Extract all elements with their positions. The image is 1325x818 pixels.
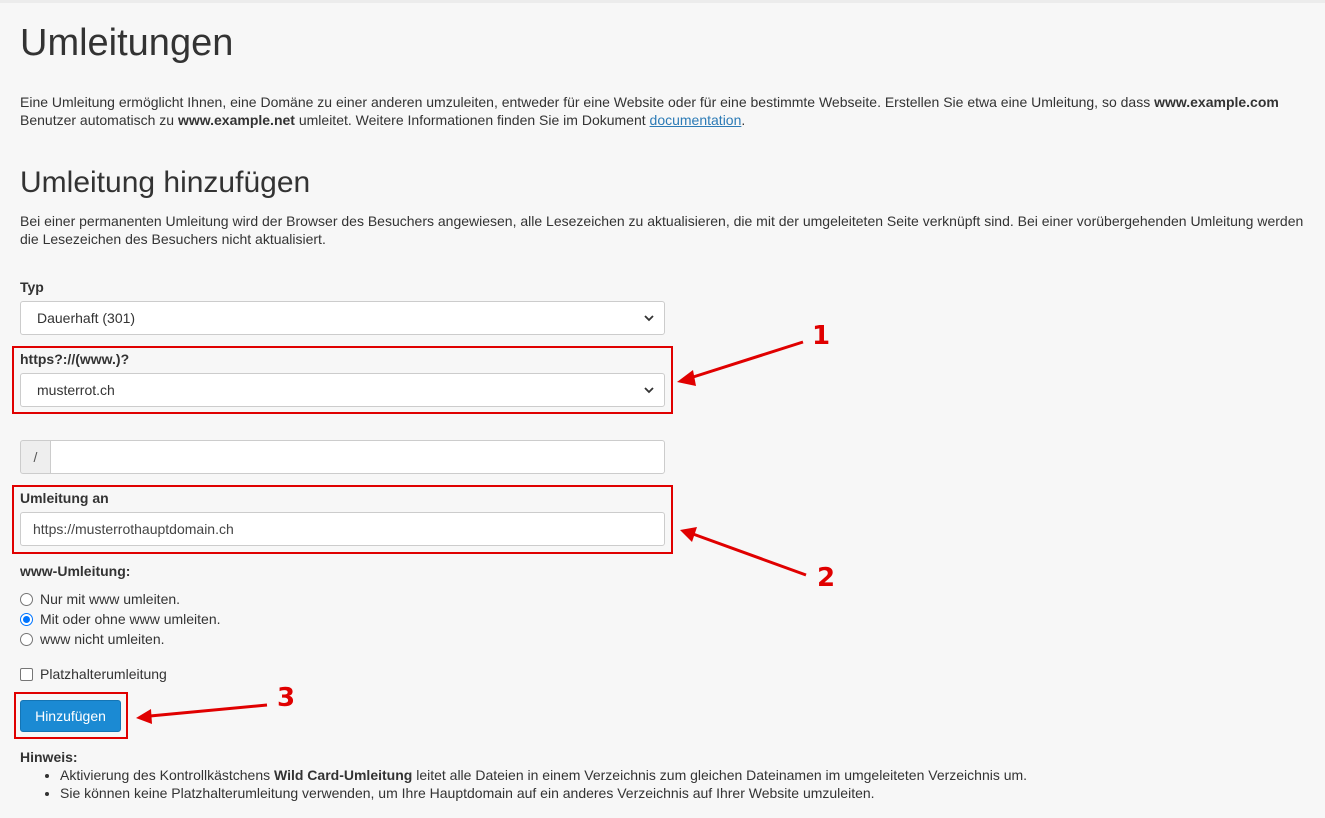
documentation-link[interactable]: documentation [649, 112, 742, 128]
arrow-3-head [136, 709, 152, 724]
radio-label: Nur mit www umleiten. [40, 591, 181, 607]
radio-www-only[interactable] [20, 590, 180, 608]
arrow-1-head [677, 370, 696, 386]
annotation-number-1: 1 [812, 321, 831, 351]
radio-no-www[interactable] [20, 630, 165, 648]
arrow-2-head [680, 527, 697, 542]
intro-part4: . [741, 112, 746, 128]
note-item-1-bold: Wild Card-Umleitung [274, 767, 413, 783]
arrow-2-line [693, 534, 806, 575]
wildcard-checkbox-row[interactable] [20, 665, 167, 683]
radio-label: Mit oder ohne www umleiten. [40, 611, 221, 627]
redirect-url-input[interactable]: https://musterrothauptdomain.ch [20, 512, 665, 546]
radio-button-checked[interactable] [20, 613, 33, 626]
type-select[interactable] [20, 301, 665, 335]
highlight-box-submit [14, 692, 128, 739]
redirect-label: Umleitung an [20, 490, 109, 506]
chevron-down-icon [644, 313, 654, 323]
www-redirect-label: www-Umleitung: [20, 563, 131, 579]
annotation-number-3: 3 [277, 683, 296, 713]
arrow-3-line [150, 705, 267, 716]
wildcard-checkbox[interactable] [20, 668, 33, 681]
path-input[interactable] [50, 440, 665, 474]
type-select-value: Dauerhaft (301) [37, 310, 136, 326]
domain-select-value: musterrot.ch [37, 382, 115, 398]
section-heading: Umleitung hinzufügen [20, 166, 311, 199]
note-item-1 [60, 766, 1300, 784]
radio-with-or-without-www[interactable] [20, 610, 221, 628]
note-item-1-post: leitet alle Dateien in einem Verzeichnis zum gleichen Dateinamen im umgeleiteten Verzeichnis um. [412, 767, 1028, 783]
intro-example-com: www.example.com [1154, 94, 1279, 110]
highlight-box-domain [12, 346, 673, 414]
section-description: Bei einer permanenten Umleitung wird der Browser des Besuchers angewiesen, alle Lesezeichen zu aktualisieren, die mit der umgeleiteten Seite verknüpft sind. Bei einer vorübergehenden Umleitung werden die Lesezeichen des Besuchers nicht aktualisiert. [20, 213, 1304, 247]
add-redirect-button[interactable]: Hinzufügen [20, 700, 121, 732]
top-border [0, 0, 1325, 3]
intro-part1: Eine Umleitung ermöglicht Ihnen, eine Domäne zu einer anderen umzuleiten, entweder für eine Website oder für eine bestimmte Webseite. Erstellen Sie etwa eine Umleitung, so dass [20, 94, 1155, 110]
type-label: Typ [20, 279, 44, 295]
intro-part2: Benutzer automatisch zu [20, 112, 178, 128]
note-list [40, 766, 1300, 802]
page-title: Umleitungen [20, 22, 234, 64]
intro-example-net: www.example.net [177, 112, 295, 128]
path-input-group [20, 440, 665, 474]
intro-part3: umleitet. Weitere Informationen finden Sie im Dokument [294, 112, 650, 128]
radio-button[interactable] [20, 633, 33, 646]
note-item-2: • Sie können keine Platzhalterumleitung verwenden, um Ihre Hauptdomain auf ein anderes Verzeichnis auf Ihrer Website umzuleiten. [60, 784, 1300, 802]
note-title: Hinweis: [20, 749, 78, 765]
arrow-1-line [690, 342, 803, 378]
intro-text [20, 93, 1310, 129]
wildcard-label: Platzhalterumleitung [40, 666, 167, 682]
annotation-number-2: 2 [817, 563, 836, 593]
note-item-1-pre: Aktivierung des Kontrollkästchens [60, 767, 274, 783]
radio-label: www nicht umleiten. [40, 631, 165, 647]
radio-button[interactable] [20, 593, 33, 606]
highlight-box-redirect [12, 485, 673, 554]
path-prefix: / [20, 440, 51, 474]
domain-label: https?://(www.)? [20, 351, 130, 367]
